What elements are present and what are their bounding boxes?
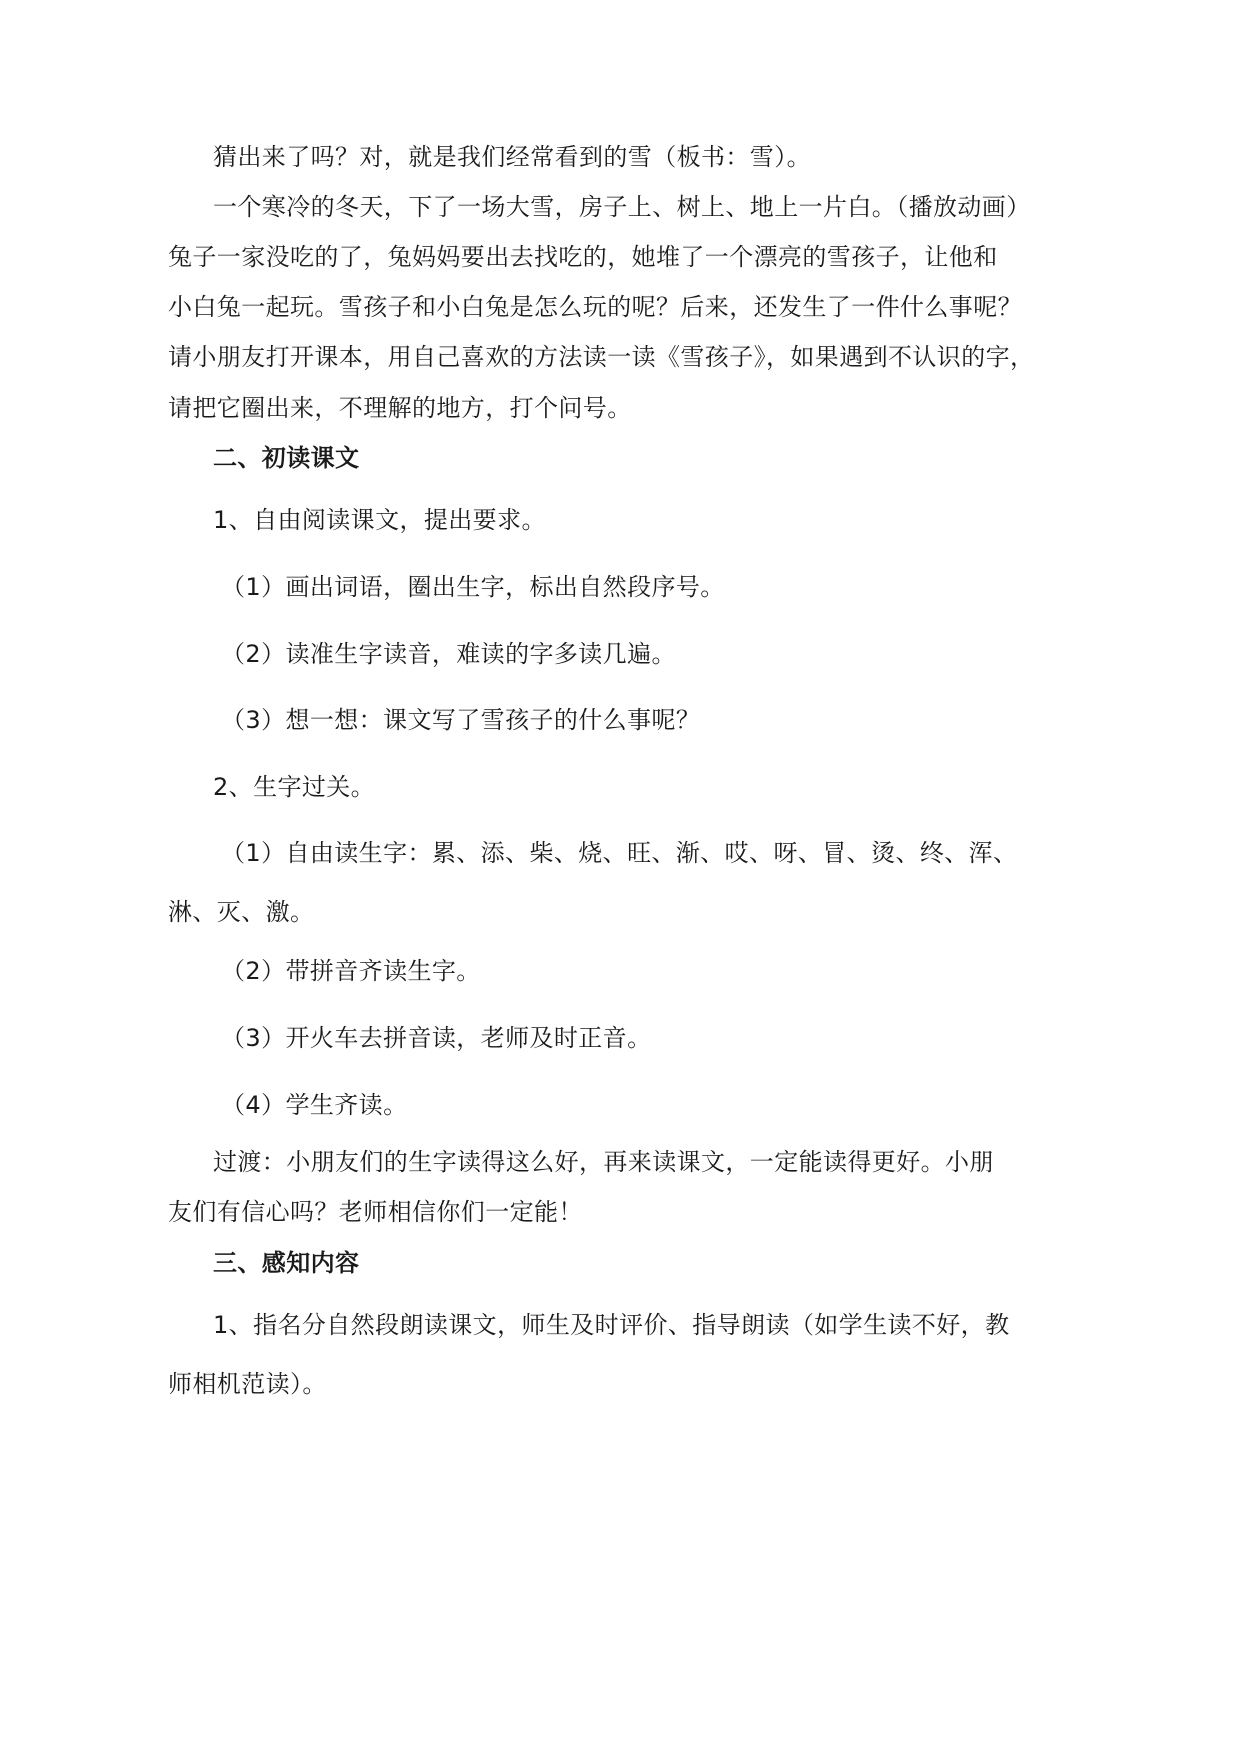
section2-item-2-sub-1-line-1: （1）自由读生字：累、添、柴、烧、旺、渐、哎、呀、冒、烫、终、浑、 (221, 839, 1018, 867)
transition-line-2: 友们有信心吗？老师相信你们一定能！ (168, 1198, 583, 1226)
intro-line-1: 猜出来了吗？对，就是我们经常看到的雪（板书：雪）。 (213, 143, 811, 171)
section3-item-1-line-1: 1、指名分自然段朗读课文，师生及时评价、指导朗读（如学生读不好，教 (213, 1311, 1010, 1339)
section2-item-2-sub-2: （2）带拼音齐读生字。 (221, 957, 481, 985)
section3-item-1-line-2: 师相机范读）。 (168, 1370, 327, 1398)
section-heading-2: 二、初读课文 (213, 444, 360, 472)
intro-line-6: 请把它圈出来，不理解的地方，打个问号。 (168, 394, 632, 422)
intro-line-3: 兔子一家没吃的了，兔妈妈要出去找吃的，她堆了一个漂亮的雪孩子，让他和 (168, 243, 998, 271)
section2-item-1-sub-2: （2）读准生字读音，难读的字多读几遍。 (221, 640, 676, 668)
section2-item-2-sub-1-line-2: 淋、灭、激。 (168, 898, 315, 926)
section2-item-2-sub-4: （4）学生齐读。 (221, 1091, 408, 1119)
section2-item-2-sub-3: （3）开火车去拼音读，老师及时正音。 (221, 1024, 652, 1052)
intro-line-4: 小白兔一起玩。雪孩子和小白兔是怎么玩的呢？后来，还发生了一件什么事呢？ (168, 293, 1022, 321)
section2-item-1-sub-1: （1）画出词语，圈出生字，标出自然段序号。 (221, 573, 725, 601)
section2-item-2: 2、生字过关。 (213, 773, 376, 801)
section2-item-1: 1、自由阅读课文，提出要求。 (213, 506, 546, 534)
intro-line-5: 请小朋友打开课本，用自己喜欢的方法读一读《雪孩子》，如果遇到不认识的字， (168, 343, 1035, 371)
transition-line-1: 过渡：小朋友们的生字读得这么好，再来读课文，一定能读得更好。小朋 (213, 1148, 994, 1176)
section-heading-3: 三、感知内容 (213, 1249, 360, 1277)
intro-line-2: 一个寒冷的冬天，下了一场大雪，房子上、树上、地上一片白。（播放动画） (213, 193, 1031, 221)
section2-item-1-sub-3: （3）想一想：课文写了雪孩子的什么事呢？ (221, 706, 701, 734)
